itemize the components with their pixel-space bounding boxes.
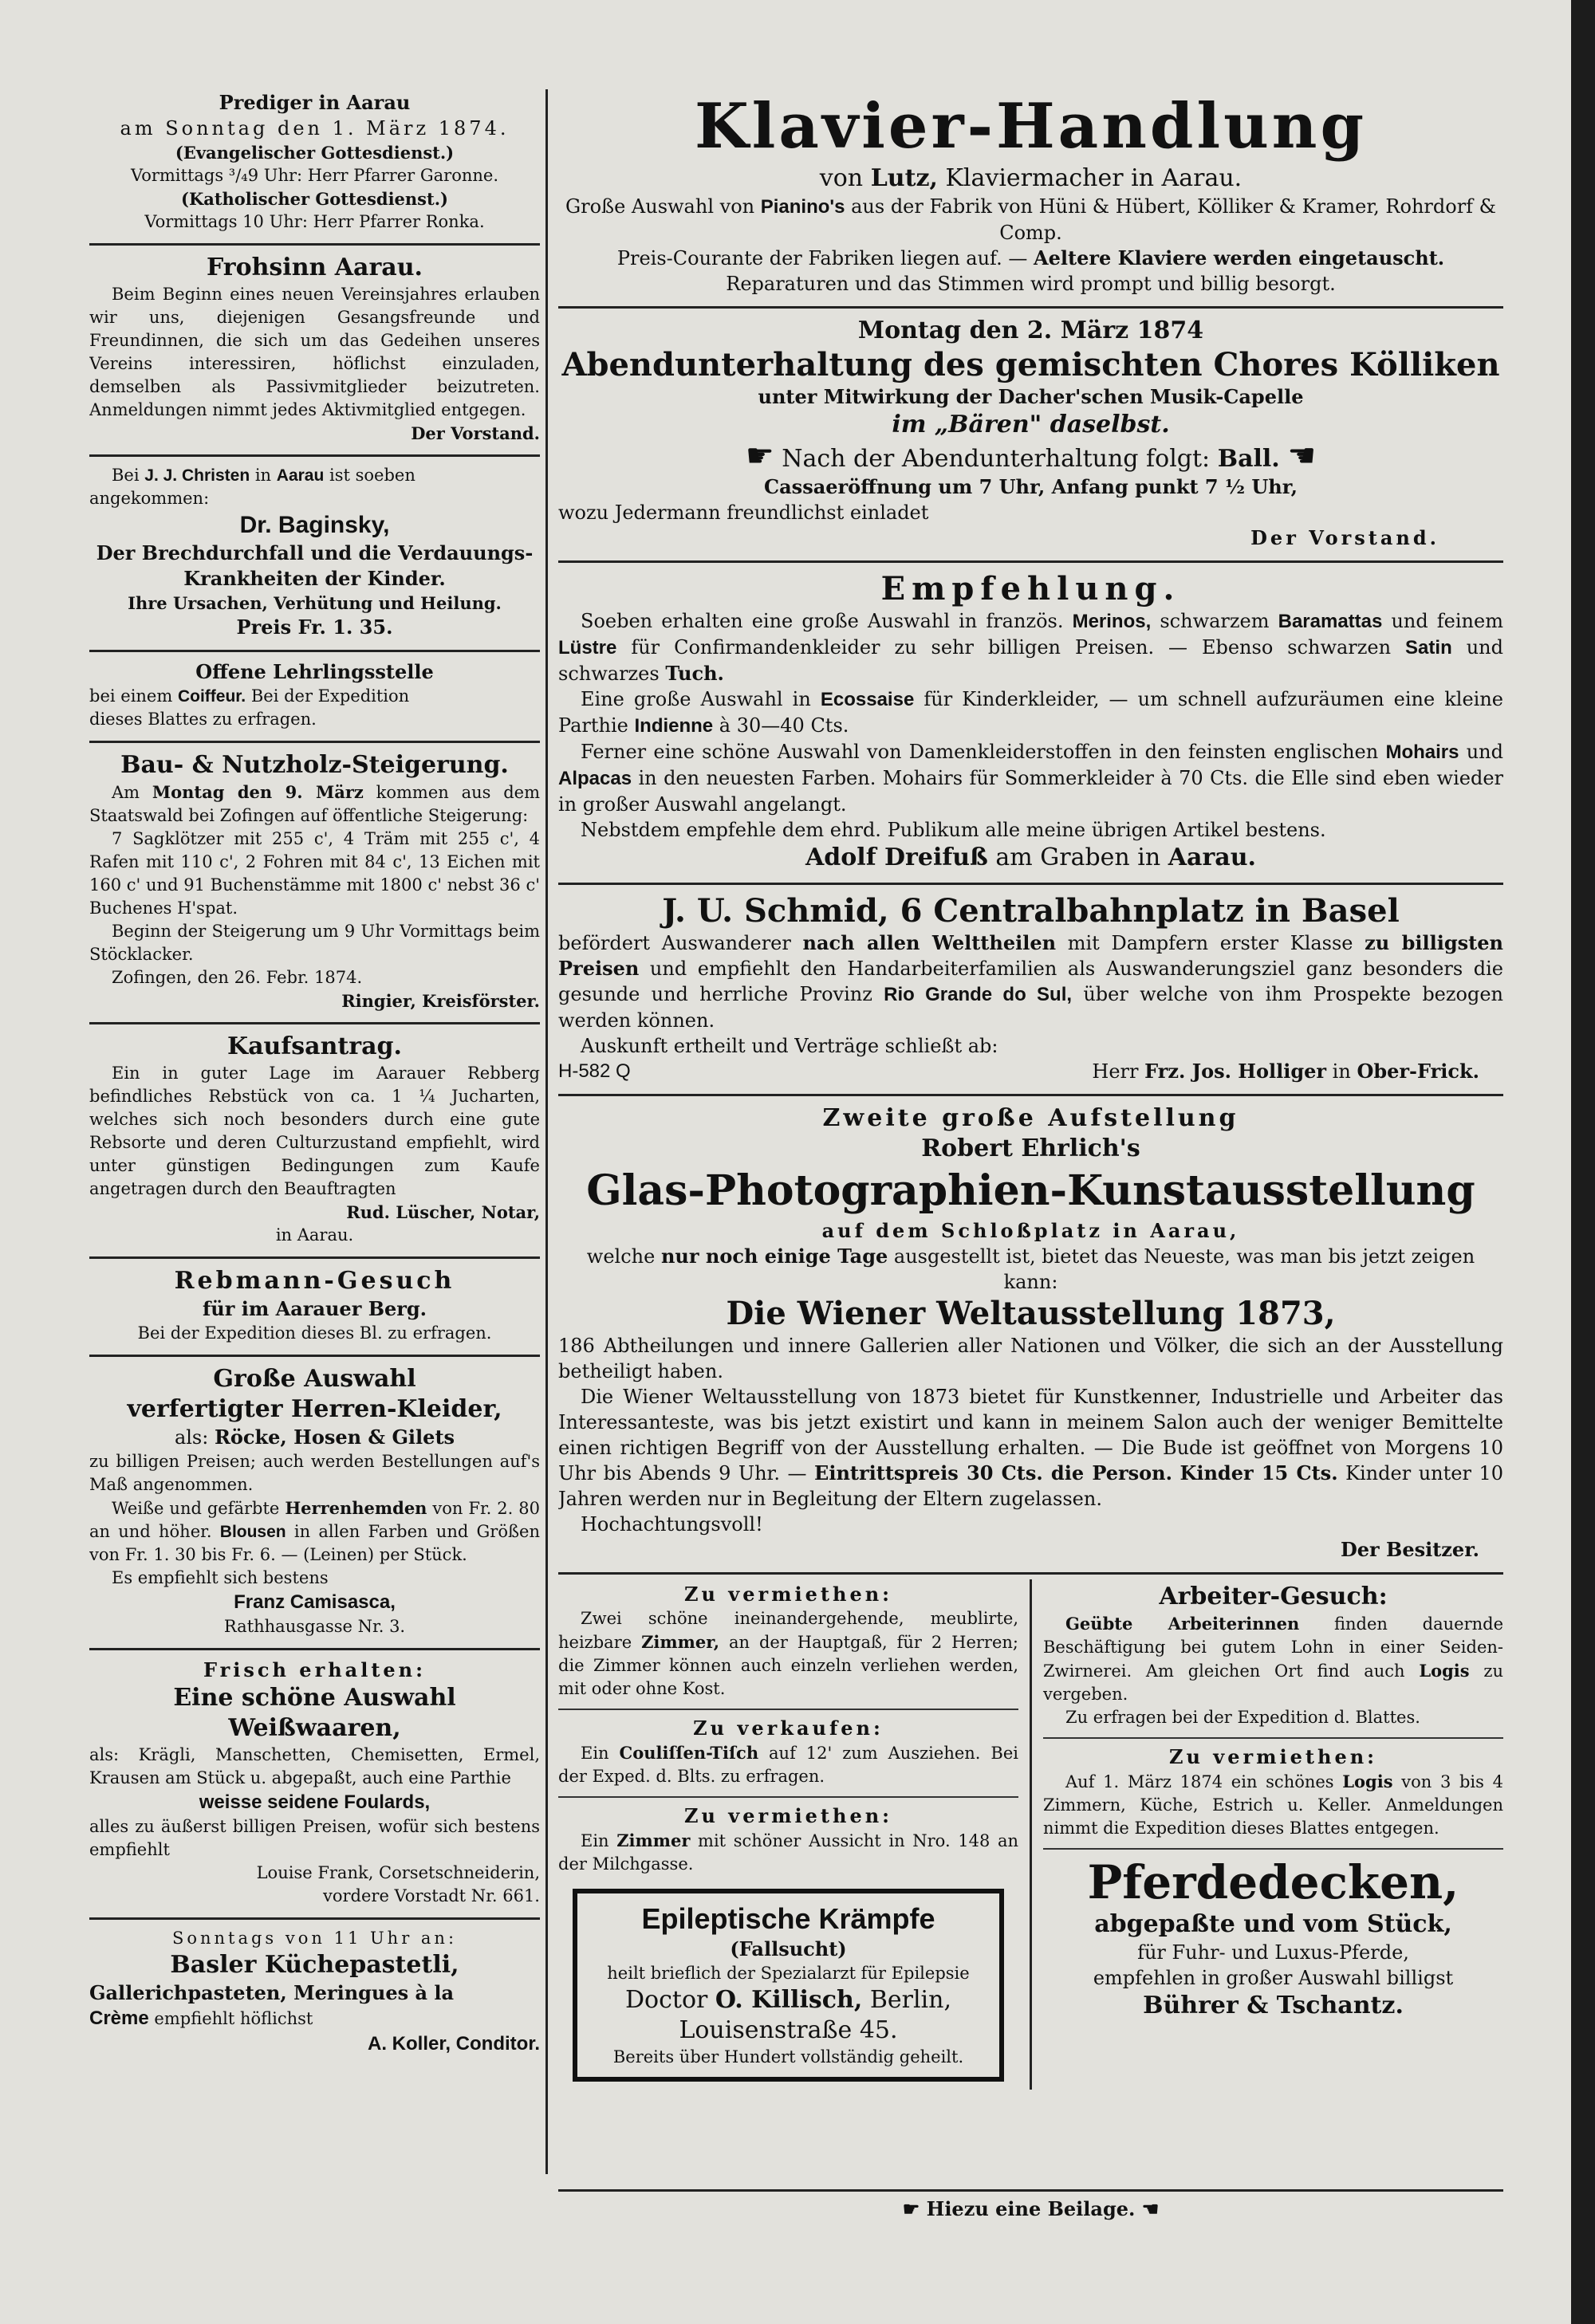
ehrlich-l1-c: ausgestellt ist, bietet das Neueste, was man bis jetzt zeigen kann: [893, 1245, 1475, 1293]
pferde-title: Pferdedecken, [1087, 1855, 1459, 1909]
klavier-l1-post: aus der Fabrik von Hüni & Hübert, Kölliker & Kramer, Rohrdorf & Comp. [851, 195, 1497, 244]
empf-p4: Nebstdem empfehle dem ehrd. Publikum alle meine übrigen Artikel bestens. [581, 819, 1326, 841]
koller-sign: A. Koller, Conditor. [367, 2033, 540, 2055]
schmid-agent-pre: Herr [1092, 1060, 1139, 1083]
empf-p3-d: in den neuesten Farben. Mohairs für Sommerkleider à 70 Cts. die Elle sind eben wieder in großer Auswahl angelangt. [558, 767, 1503, 816]
pferde-l2: für Fuhr- und Luxus-Pferde, [1137, 1941, 1409, 1964]
prediger-kath: (Katholischer Gottesdienst.) [181, 189, 448, 209]
ad-empfehlung [558, 568, 1503, 878]
schmid-title: J. U. Schmid, 6 Centralbahnplatz in Basel [662, 892, 1400, 930]
kleider-addr: Rathhausgasse Nr. 3. [223, 1617, 406, 1636]
christen-intro-city: Aarau [276, 466, 325, 485]
kleider-name: Franz Camisasca, [234, 1591, 396, 1613]
divider [558, 883, 1503, 885]
divider [89, 741, 540, 743]
lehrling-line1-bold: Coiffeur. [177, 687, 246, 706]
abend-l3-bold: Ball. [1217, 445, 1280, 473]
ehrlich-t3: Glas-Photographien-Kunstausstellung [586, 1166, 1475, 1215]
empf-p3-b2: Alpacas [558, 768, 632, 789]
kleider-items: Röcke, Hosen & Gilets [214, 1425, 455, 1449]
ad-lehrling [89, 657, 540, 736]
divider [89, 454, 540, 457]
vermiethen1-body-a: Zwei schöne ineinandergehende, meublirte, heizbare [558, 1609, 1018, 1652]
abend-l5: wozu Jedermann freundlichst einladet [558, 501, 929, 524]
ad-frohsinn [89, 250, 540, 450]
kleider-t1: Große Auswahl [213, 1365, 416, 1393]
koller-body1: Gallerichpasteten, Meringues à la [89, 1981, 455, 2004]
weiss-body2: alles zu äußerst billigen Preisen, wofür sich bestens empfiehlt [89, 1817, 540, 1859]
hand-pointer-left-icon: ☚ [1287, 438, 1317, 474]
abend-sign: Der Vorstand. [1250, 526, 1439, 549]
empf-p2-d: à 30—40 Cts. [719, 714, 849, 737]
ad-kleider [89, 1362, 540, 1643]
arbeiter-body-b: Geübte Arbeiterinnen [1065, 1614, 1300, 1634]
abend-l3-pre: Nach der Abendunterhaltung folgt: [782, 445, 1211, 473]
rebmann-sub: für im Aarauer Berg. [202, 1297, 427, 1320]
nutzholz-sign: Ringier, Kreisförster. [341, 991, 540, 1011]
koller-body2-bold: Crème [89, 2007, 149, 2029]
prediger-evang: (Evangelischer Gottesdienst.) [175, 143, 455, 163]
ehrlich-p2-b: Eintrittspreis 30 Cts. die Person. [814, 1461, 1172, 1484]
beilage-text: Hiezu eine Beilage. [926, 2197, 1136, 2220]
weiss-t2: Eine schöne Auswahl Weißwaaren, [173, 1684, 456, 1742]
klavier-l1-pre: Große Auswahl von [565, 195, 755, 218]
divider [89, 1022, 540, 1024]
klavier-l3: Reparaturen und das Stimmen wird prompt und billig besorgt. [726, 273, 1336, 295]
empf-sign-post: am Graben in [995, 843, 1161, 871]
kleider-body2-bold2: Blousen [219, 1523, 286, 1541]
klavier-title: Klavier-Handlung [694, 90, 1368, 163]
ehrlich-p2-b2: Kinder 15 Cts. [1180, 1461, 1338, 1484]
empf-p1-b4: Satin [1405, 637, 1452, 659]
kauf-body: Ein in guter Lage im Aarauer Rebberg befindliches Rebstück von ca. 1 ¼ Jucharten, welches sich noch besonders durch eine gute Rebsorte und deren Culturzustand empfiehlt, wird unter günstigen Bedingungen zum Kaufe angetragen durch den Beauftragten [89, 1064, 540, 1198]
rebmann-line: Bei der Expedition dieses Bl. zu erfragen. [137, 1323, 492, 1343]
empf-p1-b5: Tuch. [665, 662, 724, 685]
klavier-l2-bold: Aeltere Klaviere werden eingetauscht. [1033, 246, 1445, 269]
scan-edge [1571, 0, 1595, 2324]
christen-subtitle: Ihre Ursachen, Verhütung und Heilung. [128, 593, 502, 613]
christen-title: Der Brechdurchfall und die Verdauungs-Krankheiten der Kinder. [96, 541, 534, 590]
klavier-sub-post: Klaviermacher in Aarau. [945, 164, 1243, 192]
nutzholz-p2: 7 Sagklötzer mit 255 c', 4 Träm mit 255 c', 4 Rafen mit 110 c', 2 Fohren mit 84 c', 13 Eichen mit 160 c' und 91 Buchenstämme mit 1800 c' nebst 36 c' Buchenes H'spat. [89, 829, 540, 918]
schmid-agent-in: in [1332, 1060, 1351, 1083]
nutzholz-p1-post: kommen aus dem Staatswald bei Zofingen auf öffentliche Steigerung: [89, 783, 540, 825]
classified-grid [558, 1579, 1503, 2090]
divider [558, 1572, 1503, 1575]
kleider-body2-post: in allen Farben und Größen von Fr. 1. 30 bis Fr. 6. — (Leinen) per Stück. [89, 1522, 540, 1564]
koller-t2: Basler Küchepastetli, [170, 1951, 459, 1979]
vermiethen3-body-a: Auf 1. März 1874 ein schönes [1065, 1772, 1334, 1791]
classified-right [1032, 1579, 1503, 2090]
ehrlich-p2-a: Die Wiener Weltausstellung von 1873 bietet für Kunstkenner, Industrielle und Arbeiter das Interessanteste, was bis jetzt existirt und kann in meinem Salon auch der weniger Bemittelte einen richtigen Begriff von der Ausstellung erhalten. — Die Bude ist geöffnet von Morgens 10 Uhr bis Abends 9 Uhr. — [558, 1386, 1503, 1484]
empf-p2-b: Ecossaise [820, 689, 915, 710]
klavier-sub-pre: von [819, 164, 864, 192]
divider [558, 306, 1503, 309]
nutzholz-date: Zofingen, den 26. Febr. 1874. [112, 968, 363, 987]
kleider-body2-mid: von Fr. 2. 80 an und höher. [89, 1499, 540, 1541]
ad-christen [89, 462, 540, 645]
nutzholz-title: Bau- & Nutzholz-Steigerung. [120, 751, 509, 779]
kleider-t2: verfertigter Herren-Kleider, [127, 1395, 502, 1423]
divider [1043, 1737, 1503, 1739]
vermiethen2-title: Zu vermiethen: [683, 1804, 893, 1827]
ehrlich-t1: Zweite große Aufstellung [822, 1104, 1239, 1132]
weiss-sign1: Louise Frank, Corsetschneiderin, [256, 1863, 540, 1882]
arbeiter-title: Arbeiter-Gesuch: [1159, 1583, 1388, 1610]
ad-abend [558, 313, 1503, 556]
lehrling-title: Offene Lehrlingsstelle [195, 660, 434, 683]
kleider-body2-bold: Herrenhemden [285, 1498, 427, 1518]
epi-l4: Bereits über Hundert vollständig geheilt. [612, 2047, 964, 2066]
christen-price: Preis Fr. 1. 35. [236, 615, 393, 639]
vermiethen2-body-b: Zimmer [616, 1830, 691, 1850]
vermiethen3-title: Zu vermiethen: [1168, 1745, 1378, 1768]
empf-p3-a: Ferner eine schöne Auswahl von Damenkleiderstoffen in den feinsten englischen [581, 741, 1379, 763]
divider [89, 1355, 540, 1357]
divider [89, 1256, 540, 1259]
arbeiter-body-a: finden dauernde Beschäftigung bei gutem Lohn in einer Seiden-Zwirnerei. Am gleichen Ort find auch [1043, 1614, 1503, 1681]
schmid-agent-bold: Frz. Jos. Holliger [1144, 1060, 1327, 1083]
ad-vermiethen-1 [558, 1579, 1018, 1705]
empf-sign-bold: Adolf Dreifuß [805, 843, 988, 871]
weiss-sign2: vordere Vorstadt Nr. 661. [323, 1886, 540, 1905]
hand-pointer-left-icon: ☚ [1141, 2197, 1160, 2220]
kleider-body2-pre: Weiße und gefärbte [112, 1499, 280, 1518]
abend-title: Abendunterhaltung des gemischten Chores Kölliken [561, 346, 1500, 383]
schmid-p1-b3: Rio Grande do Sul, [884, 984, 1073, 1005]
column-rule [545, 89, 548, 2174]
vermiethen3-body-c: von 3 bis 4 Zimmern, Küche, Estrich u. Keller. Anmeldungen nimmt die Expedition dieses Blattes entgegen. [1043, 1772, 1503, 1838]
schmid-agent-city: Ober-Frick. [1357, 1060, 1479, 1083]
arbeiter-body-c: zu vergeben. [1043, 1661, 1503, 1704]
divider [89, 1917, 540, 1920]
epi-l1: heilt brieflich der Spezialarzt für Epilepsie [607, 1964, 970, 1983]
ad-weiss [89, 1655, 540, 1913]
empf-p3-c: und [1466, 741, 1503, 763]
epi-sub: (Fallsucht) [730, 1937, 847, 1960]
hand-pointer-right-icon: ☛ [745, 438, 774, 474]
empf-p1-e: für Confirmandenkleider zu sehr billigen Preisen. — Ebenso schwarzen [631, 636, 1392, 659]
arbeiter-body-b2: Logis [1419, 1661, 1470, 1681]
ad-rebmann [89, 1264, 540, 1350]
right-column [558, 88, 1503, 2090]
verkaufen-title: Zu verkaufen: [693, 1716, 884, 1740]
empf-p2-b2: Indienne [634, 715, 714, 737]
schmid-p1-c: mit Dampfern erster Klasse [1067, 932, 1353, 954]
prediger-vorm2: Vormittags 10 Uhr: Herr Pfarrer Ronka. [144, 212, 485, 231]
epi-l3: Louisenstraße 45. [679, 2016, 898, 2044]
lehrling-line1-pre: bei einem [89, 686, 173, 706]
schmid-p1-b: nach allen Welttheilen [802, 931, 1057, 954]
ehrlich-t4: auf dem Schloßplatz in Aarau, [821, 1219, 1240, 1242]
schmid-p1-e: über welche von ihm Prospekte bezogen werden können. [558, 983, 1503, 1032]
schmid-p1-b2: zu billigsten Preisen [558, 931, 1503, 980]
christen-author: Dr. Baginsky, [239, 512, 390, 538]
kleider-als: als: [174, 1426, 209, 1449]
vermiethen3-body-b: Logis [1342, 1772, 1393, 1791]
ad-vermiethen-3 [1043, 1742, 1503, 1845]
ad-prediger [89, 88, 540, 238]
ad-pferde [1043, 1853, 1503, 2026]
divider [89, 243, 540, 246]
lehrling-line2: dieses Blattes zu erfragen. [89, 710, 317, 729]
ad-nutzholz [89, 748, 540, 1017]
klavier-l2-pre: Preis-Courante der Fabriken liegen auf. — [616, 247, 1028, 269]
empf-p1-d: und feinem [1391, 610, 1503, 632]
ehrlich-sign: Der Besitzer. [1340, 1538, 1479, 1561]
nutzholz-p3: Beginn der Steigerung um 9 Uhr Vormittags beim Stöcklacker. [89, 922, 540, 964]
christen-intro-name: J. J. Christen [144, 466, 250, 485]
epi-title: Epileptische Krämpfe [641, 1902, 935, 1935]
ad-vermiethen-2 [558, 1801, 1018, 1881]
ad-koller [89, 1925, 540, 2062]
schmid-p1-d: und empfiehlt den Handarbeiterfamilien als Auswanderungsziel ganz besonders die gesunde und herrliche Provinz [558, 958, 1503, 1005]
ad-klavier [558, 88, 1503, 301]
abend-date: Montag den 2. März 1874 [857, 317, 1204, 344]
divider [558, 1709, 1018, 1710]
empf-p1-f: und schwarzes [558, 636, 1503, 685]
vermiethen1-body-b: Zimmer, [641, 1632, 720, 1652]
vermiethen1-body-c: an der Hauptgaß, für 2 Herren; die Zimmer können auch einzeln verliehen werden, mit oder ohne Kost. [558, 1633, 1018, 1698]
beilage-footer [558, 2184, 1503, 2222]
ehrlich-p1: 186 Abtheilungen und innere Gallerien aller Nationen und Völker, die sich an der Ausstellung betheiligt haben. [558, 1335, 1503, 1382]
epi-l2-a: Doctor [625, 1986, 708, 2014]
kleider-rec: Es empfiehlt sich bestens [112, 1568, 329, 1587]
classified-left [558, 1579, 1032, 2090]
frohsinn-title: Frohsinn Aarau. [207, 254, 423, 281]
ehrlich-l1-a: welche [586, 1245, 656, 1268]
christen-intro-rest: ist soeben angekommen: [89, 466, 415, 508]
vermiethen1-title: Zu vermiethen: [683, 1583, 893, 1606]
nutzholz-p1-bold: Montag den 9. März [152, 782, 364, 802]
divider [558, 1094, 1503, 1096]
empf-title: Empfehlung. [880, 570, 1181, 608]
verkaufen-body-c: auf 12' zum Ausziehen. Bei der Exped. d. Blts. zu erfragen. [558, 1744, 1018, 1786]
empf-p1-b2: Baramattas [1278, 611, 1383, 632]
empf-p3-b1: Mohairs [1385, 741, 1459, 763]
frohsinn-sign: Der Vorstand. [411, 423, 540, 443]
verkaufen-body-a: Ein [581, 1744, 609, 1763]
divider [89, 1648, 540, 1650]
empf-sign-city: Aarau. [1168, 843, 1256, 871]
christen-intro-in: in [254, 466, 272, 485]
weiss-t1: Frisch erhalten: [203, 1658, 426, 1681]
koller-body2: empfiehlt höflichst [154, 2009, 313, 2028]
weiss-body-bold: weisse seidene Foulards, [199, 1791, 431, 1813]
empf-p1-b3: Lüstre [558, 637, 617, 659]
weiss-body1: als: Krägli, Manschetten, Chemisetten, Ermel, Krausen am Stück u. abgepaßt, auch eine Parthie [89, 1745, 540, 1787]
pferde-sign: Bührer & Tschantz. [1143, 1992, 1404, 2019]
empf-p2-c: für Kinderkleider, — um schnell aufzuräumen eine kleine Parthie [558, 688, 1503, 737]
abend-l2: im „Bären" daselbst. [892, 411, 1170, 438]
christen-intro-bei: Bei [112, 466, 140, 485]
pferde-l3: empfehlen in großer Auswahl billigst [1093, 1967, 1454, 1989]
nutzholz-p1-pre: Am [112, 783, 140, 802]
verkaufen-body-b: Couliſſen-Tiſch [619, 1743, 759, 1763]
schmid-p1-a: befördert Auswanderer [558, 932, 791, 954]
kauf-sign1: Rud. Lüscher, Notar, [346, 1202, 540, 1222]
ehrlich-greet: Hochachtungsvoll! [581, 1513, 763, 1536]
kleider-body1: zu billigen Preisen; auch werden Bestellungen auf's Maß angenommen. [89, 1452, 540, 1494]
arbeiter-line: Zu erfragen bei der Expedition d. Blattes. [1065, 1708, 1420, 1727]
ehrlich-t5: Die Wiener Weltausstellung 1873, [726, 1295, 1336, 1332]
ad-epilepsie [573, 1889, 1004, 2082]
abend-l1: unter Mitwirkung der Dacher'schen Musik-Capelle [758, 385, 1304, 408]
hand-pointer-right-icon: ☛ [902, 2197, 920, 2220]
schmid-code: H-582 Q [558, 1060, 631, 1082]
ad-arbeiter [1043, 1579, 1503, 1734]
prediger-vorm1: Vormittags ³/₄9 Uhr: Herr Pfarrer Garonne. [130, 166, 499, 185]
epi-l2-c: Berlin, [869, 1986, 951, 2014]
vermiethen2-body-a: Ein [581, 1831, 609, 1850]
ad-kauf [89, 1029, 540, 1252]
vermiethen2-body-c: mit schöner Aussicht in Nro. 148 an der Milchgasse. [558, 1831, 1018, 1874]
epi-l2-b: O. Killisch, [715, 1986, 863, 2014]
kauf-sign2: in Aarau. [275, 1225, 354, 1245]
divider [558, 560, 1503, 563]
klavier-l1-bold: Pianino's [760, 196, 845, 218]
klavier-sub-name: Lutz, [870, 164, 938, 192]
divider [558, 1796, 1018, 1798]
frohsinn-body: Beim Beginn eines neuen Vereinsjahres erlauben wir uns, diejenigen Gesangsfreunde und Freundinnen, die sich um das Gedeihen unseres Vereins interessiren, höflichst einzuladen, demselben als Passivmitglieder beizutreten. Anmeldungen nimmt jedes Aktivmitglied entgegen. [89, 285, 540, 419]
ehrlich-p2-c: Kinder unter 10 Jahren werden nur in Begleitung der Eltern zugelassen. [558, 1462, 1503, 1510]
koller-t1: Sonntags von 11 Uhr an: [171, 1929, 458, 1948]
prediger-title: Prediger in Aarau [219, 91, 411, 114]
kauf-title: Kaufsantrag. [227, 1032, 402, 1060]
empf-p1-b1: Merinos, [1072, 611, 1152, 632]
divider [558, 2189, 1503, 2192]
ehrlich-l1-b: nur noch einige Tage [660, 1245, 888, 1268]
prediger-date: am Sonntag den 1. März 1874. [120, 117, 510, 140]
abend-l4: Cassaeröffnung um 7 Uhr, Anfang punkt 7 ½ Uhr, [764, 475, 1298, 498]
left-column [89, 88, 540, 2062]
ad-schmid [558, 890, 1503, 1089]
schmid-p2: Auskunft ertheilt und Verträge schließt ab: [581, 1035, 998, 1057]
empf-p2-a: Eine große Auswahl in [581, 688, 811, 710]
rebmann-title: Rebmann-Gesuch [174, 1267, 455, 1295]
ad-ehrlich [558, 1101, 1503, 1567]
empf-p1-c: schwarzem [1160, 610, 1270, 632]
divider [89, 650, 540, 652]
ehrlich-t2: Robert Ehrlich's [921, 1134, 1140, 1162]
empf-p1-a: Soeben erhalten eine große Auswahl in französ. [581, 610, 1064, 632]
ad-verkaufen [558, 1713, 1018, 1793]
lehrling-line1-post: Bei der Expedition [250, 686, 410, 706]
pferde-l1: abgepaßte und vom Stück, [1094, 1910, 1452, 1938]
divider [1043, 1848, 1503, 1850]
